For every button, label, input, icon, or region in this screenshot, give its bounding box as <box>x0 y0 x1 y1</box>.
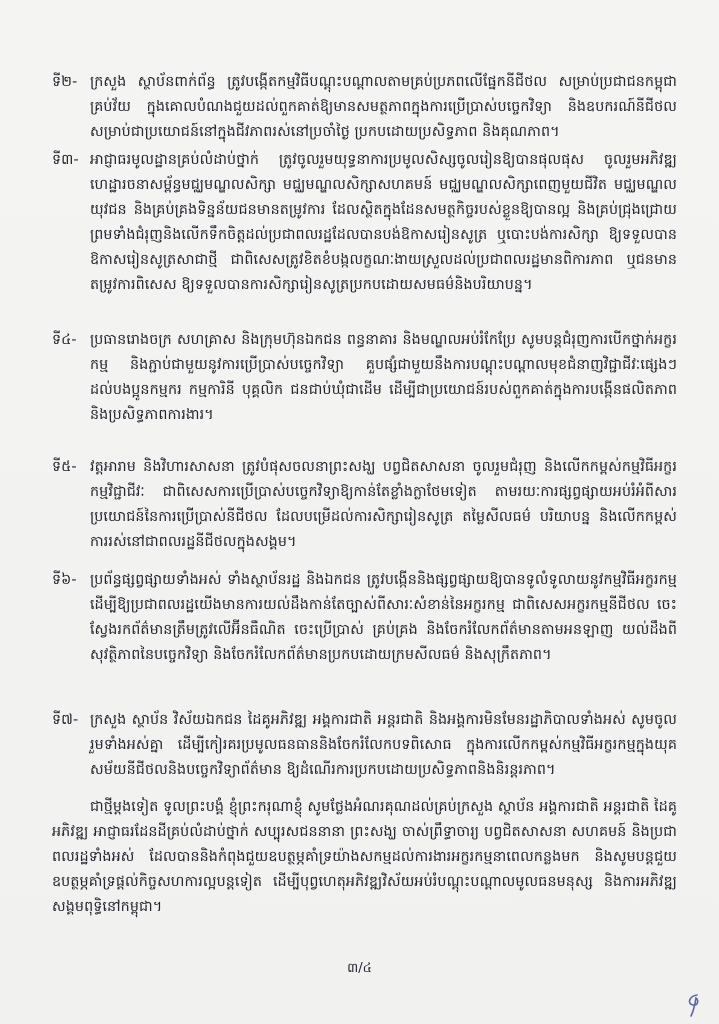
paragraph-item-3 <box>52 148 677 298</box>
paragraph-item-4 <box>52 328 677 428</box>
paragraph-number: ទី២- <box>52 74 78 90</box>
paragraph-item-2 <box>52 70 677 145</box>
paragraph-text: វត្តអារាម និងវិហារសាសនា ត្រូវបំផុសចលនាព្រះសង្ឃ បព្វជិតសាសនា ចូលរួមជំរុញ និងលើកកម្ពស់កម្មវិធីអក្ខរកម្មវិជ្ជាជីវៈ ជាពិសេសការប្រើប្រាស់បច្ចេកវិទ្យាឱ្យកាន់តែខ្លាំងក្លាថែមទៀត តាមរយៈការផ្សព្វផ្សាយអប់រំអំពីសារប្រយោជន៍នៃការប្រើប្រាស់នីជីថល ដែលបម្រើដល់ការសិក្សារៀនសូត្រ តម្លៃសីលធម៌ បរិយាបន្ន និងលើកកម្ពស់ការរស់នៅជាពលរដ្ឋនីជីថលក្នុងសង្គម។ <box>90 459 677 550</box>
initial-mark-icon <box>683 992 705 1018</box>
paragraph-number: ទី៤- <box>52 332 77 348</box>
paragraph-number: ទី៦- <box>52 572 77 588</box>
closing-paragraph <box>52 795 677 920</box>
paragraph-text: ប្រព័ន្ធផ្សព្វផ្សាយទាំងអស់ ទាំងស្ថាប័នរដ្ឋ និងឯកជន ត្រូវបង្កើននិងផ្សព្វផ្សាយឱ្យបានទូលំទូលាយនូវកម្មវិធីអក្ខរកម្ម ដើម្បីឱ្យប្រជាពលរដ្ឋយើងមានការយល់ដឹងកាន់តែច្បាស់ពីសារៈសំខាន់នៃអក្ខរកម្ម ជាពិសេសអក្ខរកម្មនីជីថល ចេះស្វែងរកព័ត៌មានត្រឹមត្រូវលើអ៊ីនធឺណិត ចេះប្រើប្រាស់ គ្រប់គ្រង និងចែករំលែកព័ត៌មានតាមអនឡាញ យល់ដឹងពីសុវត្ថិភាពនៃបច្ចេកវិទ្យា និងចែករំលែកព័ត៌មានប្រកបដោយក្រមសីលធម៌ និងសុក្រឹតភាព។ <box>90 572 677 663</box>
paragraph-text: អាជ្ញាធរមូលដ្ឋានគ្រប់លំដាប់ថ្នាក់ ត្រូវចូលរួមយុទ្ធនាការប្រមូលសិស្សចូលរៀនឱ្យបានផុលផុស ចូលរួមអភិវឌ្ឍហេដ្ឋារចនាសម្ព័ន្ធមជ្ឈមណ្ឌលសិក្សា មជ្ឈមណ្ឌលសិក្សាសហគមន៍ មជ្ឈមណ្ឌលសិក្សាពេញមួយជីវិត មជ្ឈមណ្ឌលយុវជន និងគ្រប់គ្រងទិន្នន័យជនមានតម្រូវការ ដែលស្ថិតក្នុងដែនសមត្ថកិច្ចរបស់ខ្លួនឱ្យបានល្អ និងគ្រប់ជ្រុងជ្រោយ ព្រមទាំងជំរុញនិងលើកទឹកចិត្តដល់ប្រជាពលរដ្ឋដែលបានបង់ឱកាសរៀនសូត្រ ឬបោះបង់ការសិក្សា ឱ្យទទួលបានឱកាសរៀនសូត្រសាជាថ្មី ជាពិសេសត្រូវខិតខំបង្កលក្ខណៈងាយស្រួលដល់ប្រជាពលរដ្ឋមានពិការភាព ឬជនមានតម្រូវការពិសេស ឱ្យទទួលបានការសិក្សារៀនសូត្រប្រកបដោយសមធម៌និងបរិយាបន្ន។ <box>90 152 677 293</box>
paragraph-text: ក្រសួង ស្ថាប័ន វិស័យឯកជន ដៃគូអភិវឌ្ឍ អង្គការជាតិ អន្តរជាតិ និងអង្គការមិនមែនរដ្ឋាភិបាលទាំងអស់ សូមចូលរួមទាំងអស់គ្នា ដើម្បីកៀរគរប្រមូលធនធាននិងចែករំលែកបទពិសោធ ក្នុងការលើកកម្ពស់កម្មវិធីអក្ខរកម្មក្នុងយុគសម័យនីជីថលនិងបច្ចេកវិទ្យាព័ត៌មាន ឱ្យដំណើរការប្រកបដោយប្រសិទ្ធភាពនិងនិរន្តរភាព។ <box>90 712 677 778</box>
paragraph-item-5 <box>52 455 677 555</box>
paragraph-item-7 <box>52 708 677 783</box>
paragraph-text: ក្រសួង ស្ថាប័នពាក់ព័ន្ធ ត្រូវបង្កើតកម្មវិធីបណ្ដុះបណ្ដាលតាមគ្រប់ប្រភពលើផ្នែកនីជីថល សម្រាប់ប្រជាជនកម្ពុជាគ្រប់វ័យ ក្នុងគោលបំណងជួយដល់ពួកគាត់ឱ្យមានសមត្ថភាពក្នុងការប្រើប្រាស់បច្ចេកវិទ្យា និងឧបករណ៍នីជីថល សម្រាប់ជាប្រយោជន៍នៅក្នុងជីវភាពរស់នៅប្រចាំថ្ងៃ ប្រកបដោយប្រសិទ្ធភាព និងគុណភាព។ <box>90 74 677 140</box>
closing-text: ជាថ្មីម្ដងទៀត ទូលព្រះបង្គំ ខ្ញុំព្រះករុណាខ្ញុំ សូមថ្លែងអំណរគុណដល់គ្រប់ក្រសួង ស្ថាប័ន អង្គការជាតិ អន្តរជាតិ ដៃគូអភិវឌ្ឍ អាជ្ញាធរដែនដីគ្រប់លំដាប់ថ្នាក់ សប្បុរសជននានា ព្រះសង្ឃ ចាស់ព្រឹទ្ធាចារ្យ បព្វជិតសាសនា សហគមន៍ និងប្រជាពលរដ្ឋទាំងអស់ ដែលបាននិងកំពុងជួយឧបត្ថម្ភគាំទ្រយ៉ាងសកម្មដល់ការងារអក្ខរកម្មនាពេលកន្លងមក និងសូមបន្តជួយឧបត្ថម្ភគាំទ្រផ្ដល់កិច្ចសហការល្អបន្តទៀត ដើម្បីបុព្វហេតុអភិវឌ្ឍវិស័យអប់រំបណ្ដុះបណ្ដាលមូលធនមនុស្ស និងការអភិវឌ្ឍសង្គមពុទ្ធិនៅកម្ពុជា។ <box>52 799 677 915</box>
paragraph-number: ទី៥- <box>52 459 77 475</box>
paragraph-text: ប្រធានរោងចក្រ សហគ្រាស និងក្រុមហ៊ុនឯកជន ពន្ធនាគារ និងមណ្ឌលអប់រំកែប្រែ សូមបន្តជំរុញការបើកថ្នាក់អក្ខរកម្ម និងភ្ជាប់ជាមួយនូវការប្រើប្រាស់បច្ចេកវិទ្យា គួបផ្សំជាមួយនឹងការបណ្ដុះបណ្ដាលមុខជំនាញវិជ្ជាជីវៈផ្សេងៗ ដល់បងប្អូនកម្មករ កម្មការិនី បុគ្គលិក ជនជាប់ឃុំជាដើម ដើម្បីជាប្រយោជន៍របស់ពួកគាត់ក្នុងការបង្កើនផលិតភាព និងប្រសិទ្ធភាពការងារ។ <box>90 332 677 423</box>
paragraph-number: ទី៧- <box>52 712 79 728</box>
paragraph-item-6 <box>52 568 677 668</box>
page-number: ៣/៤ <box>347 961 372 976</box>
paragraph-number: ទី៣- <box>52 152 79 168</box>
